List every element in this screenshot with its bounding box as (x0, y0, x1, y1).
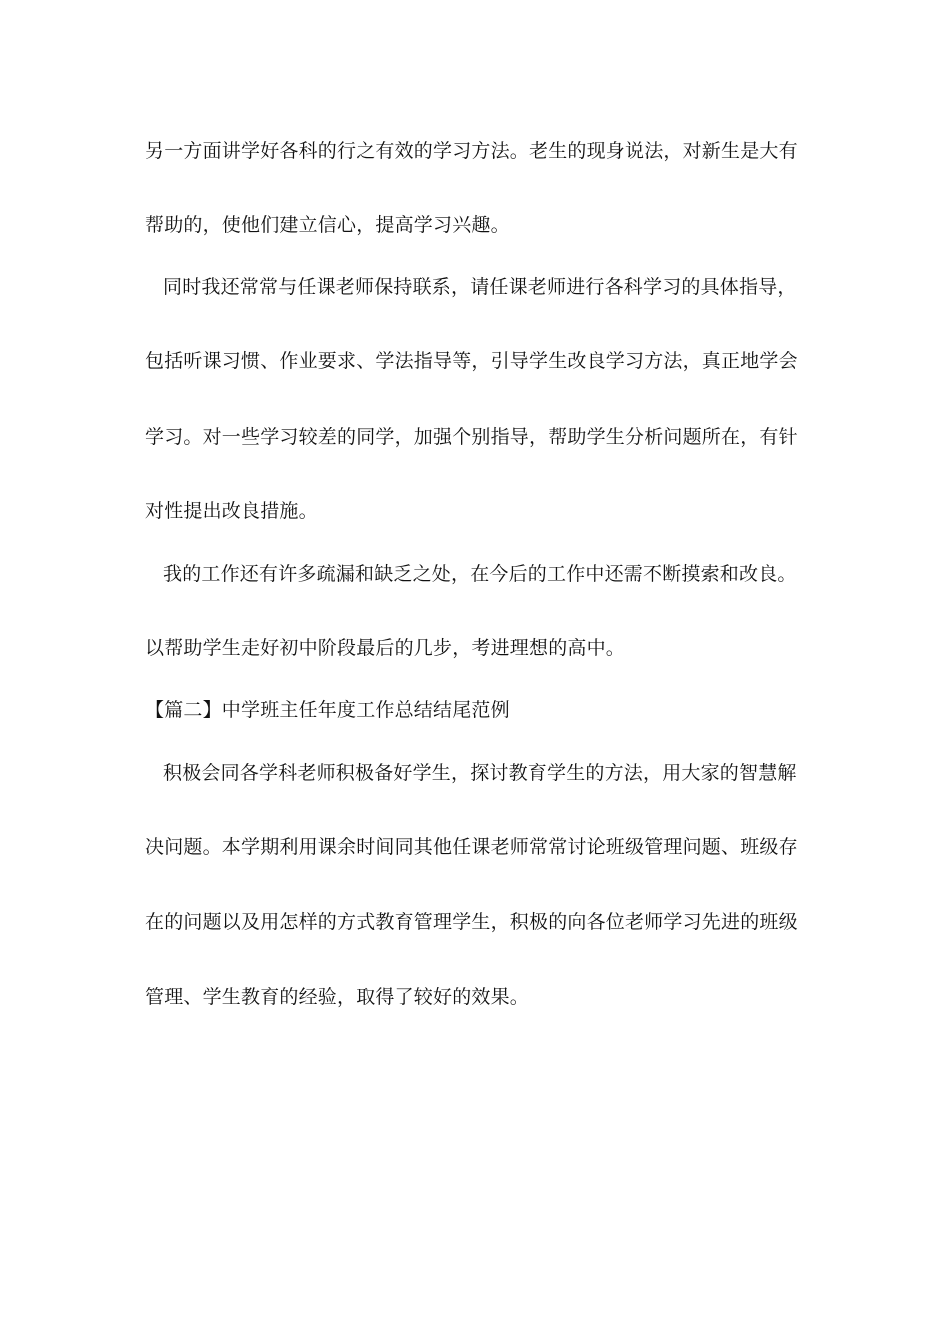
paragraph-line: 决问题。本学期利用课余时间同其他任课老师常常讨论班级管理问题、班级存 (145, 836, 798, 858)
paragraph-line: 积极会同各学科老师积极备好学生，探讨教育学生的方法，用大家的智慧解 (163, 762, 797, 784)
paragraph-line: 我的工作还有许多疏漏和缺乏之处，在今后的工作中还需不断摸索和改良。 (163, 563, 797, 585)
paragraph-line: 学习。对一些学习较差的同学，加强个别指导，帮助学生分析问题所在，有针 (145, 426, 798, 448)
paragraph-line: 帮助的，使他们建立信心，提高学习兴趣。 (145, 214, 510, 236)
paragraph-line: 同时我还常常与任课老师保持联系，请任课老师进行各科学习的具体指导， (163, 276, 797, 298)
paragraph-line: 包括听课习惯、作业要求、学法指导等，引导学生改良学习方法，真正地学会 (145, 350, 798, 372)
paragraph-line: 管理、学生教育的经验，取得了较好的效果。 (145, 986, 530, 1008)
section-heading: 【篇二】中学班主任年度工作总结结尾范例 (145, 699, 510, 721)
paragraph-line: 以帮助学生走好初中阶段最后的几步，考进理想的高中。 (145, 637, 626, 659)
paragraph-line: 另一方面讲学好各科的行之有效的学习方法。老生的现身说法，对新生是大有 (145, 140, 798, 162)
paragraph-line: 在的问题以及用怎样的方式教育管理学生，积极的向各位老师学习先进的班级 (145, 911, 798, 933)
paragraph-line: 对性提出改良措施。 (145, 500, 318, 522)
